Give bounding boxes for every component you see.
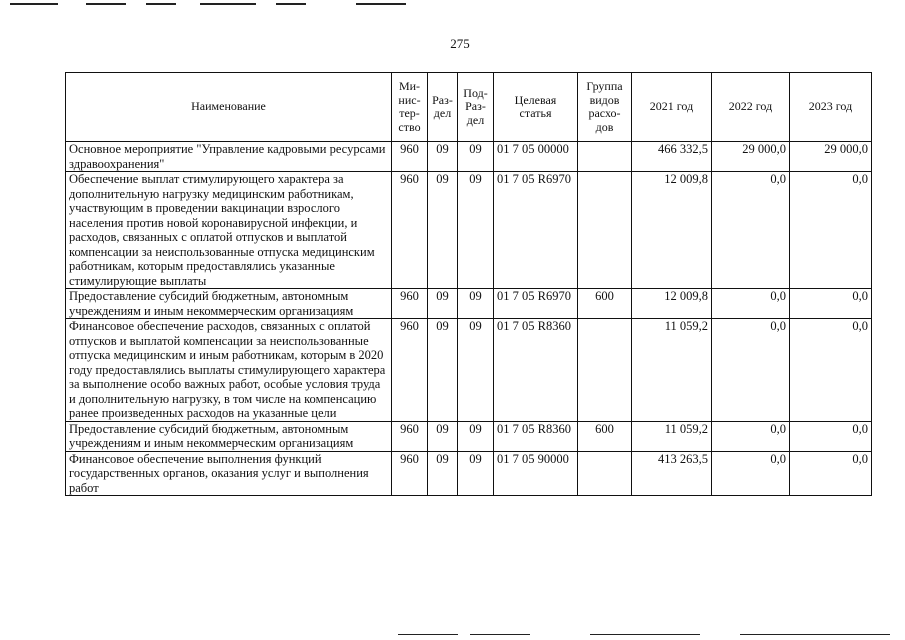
- row-2023: 0,0: [790, 451, 872, 496]
- row-2021: 466 332,5: [632, 142, 712, 172]
- table-row: [66, 142, 872, 172]
- row-2022: 29 000,0: [712, 142, 790, 172]
- row-subsection: 09: [458, 319, 494, 422]
- row-2023: 0,0: [790, 289, 872, 319]
- row-2021: 413 263,5: [632, 451, 712, 496]
- row-name: Финансовое обеспечение расходов, связанных с оплатой отпусков и выплатой компенсации за неиспользованные отпуска медицинским и иным работникам, которым в 2020 году предоставлялись выплаты стимулирующего характера за выполнение особо важных работ, особые условия труда и дополнительную нагрузку, в том числе на компенсацию ранее произведенных расходов на указанные цели: [66, 319, 392, 422]
- header-name: Наименование: [66, 73, 392, 142]
- table-row: [66, 451, 872, 496]
- row-expense-group: [578, 319, 632, 422]
- table-row: [66, 289, 872, 319]
- row-2021: 11 059,2: [632, 319, 712, 422]
- row-2022: 0,0: [712, 451, 790, 496]
- row-section: 09: [428, 319, 458, 422]
- row-name: Основное мероприятие "Управление кадровыми ресурсами здравоохранения": [66, 142, 392, 172]
- table-header-row: [66, 73, 872, 142]
- row-section: 09: [428, 421, 458, 451]
- scan-artifact-line: [146, 3, 176, 5]
- row-2023: 0,0: [790, 319, 872, 422]
- header-2022: 2022 год: [712, 73, 790, 142]
- row-ministry: 960: [392, 289, 428, 319]
- row-target: 01 7 05 R6970: [494, 289, 578, 319]
- budget-table: [65, 72, 872, 496]
- row-2022: 0,0: [712, 289, 790, 319]
- row-target: 01 7 05 R6970: [494, 172, 578, 289]
- row-ministry: 960: [392, 421, 428, 451]
- scan-artifact-line: [86, 3, 126, 5]
- row-ministry: 960: [392, 319, 428, 422]
- scan-artifact-line: [740, 634, 890, 635]
- header-2021: 2021 год: [632, 73, 712, 142]
- row-2022: 0,0: [712, 421, 790, 451]
- row-section: 09: [428, 142, 458, 172]
- table-row: [66, 172, 872, 289]
- scan-artifact-line: [470, 634, 530, 635]
- header-subsection: Под- Раз- дел: [458, 73, 494, 142]
- row-name: Предоставление субсидий бюджетным, автономным учреждениям и иным некоммерческим организациям: [66, 421, 392, 451]
- row-subsection: 09: [458, 172, 494, 289]
- row-2022: 0,0: [712, 319, 790, 422]
- row-2021: 12 009,8: [632, 289, 712, 319]
- scan-artifact-line: [10, 3, 58, 5]
- row-target: 01 7 05 R8360: [494, 319, 578, 422]
- row-2023: 0,0: [790, 172, 872, 289]
- row-subsection: 09: [458, 142, 494, 172]
- row-name: Финансовое обеспечение выполнения функций государственных органов, оказания услуг и выполнения работ: [66, 451, 392, 496]
- header-target: Целевая статья: [494, 73, 578, 142]
- row-section: 09: [428, 451, 458, 496]
- row-2021: 12 009,8: [632, 172, 712, 289]
- header-ministry: Ми- нис- тер- ство: [392, 73, 428, 142]
- header-2023: 2023 год: [790, 73, 872, 142]
- row-ministry: 960: [392, 172, 428, 289]
- row-expense-group: 600: [578, 289, 632, 319]
- table-row: [66, 421, 872, 451]
- row-expense-group: 600: [578, 421, 632, 451]
- scan-artifact-line: [590, 634, 700, 635]
- page-number: 275: [450, 36, 470, 51]
- row-subsection: 09: [458, 289, 494, 319]
- header-section: Раз- дел: [428, 73, 458, 142]
- row-expense-group: [578, 142, 632, 172]
- row-2023: 29 000,0: [790, 142, 872, 172]
- scan-artifact-line: [398, 634, 458, 635]
- row-ministry: 960: [392, 142, 428, 172]
- row-2023: 0,0: [790, 421, 872, 451]
- row-subsection: 09: [458, 421, 494, 451]
- row-subsection: 09: [458, 451, 494, 496]
- scan-artifact-line: [356, 3, 406, 5]
- row-ministry: 960: [392, 451, 428, 496]
- row-name: Обеспечение выплат стимулирующего характера за дополнительную нагрузку медицинским работникам, участвующим в проведении вакцинации взрослого населения против новой коронавирусной инфекции, и расходов, связанных с оплатой отпусков и выплатой компенсации за неиспользованные отпуска медицинским работникам, которым предоставлялись указанные стимулирующие выплаты: [66, 172, 392, 289]
- row-section: 09: [428, 289, 458, 319]
- row-name: Предоставление субсидий бюджетным, автономным учреждениям и иным некоммерческим организациям: [66, 289, 392, 319]
- scan-artifact-line: [200, 3, 256, 5]
- row-expense-group: [578, 172, 632, 289]
- table-row: [66, 319, 872, 422]
- row-target: 01 7 05 00000: [494, 142, 578, 172]
- row-target: 01 7 05 90000: [494, 451, 578, 496]
- scan-artifact-line: [276, 3, 306, 5]
- row-expense-group: [578, 451, 632, 496]
- row-section: 09: [428, 172, 458, 289]
- row-2021: 11 059,2: [632, 421, 712, 451]
- row-target: 01 7 05 R8360: [494, 421, 578, 451]
- header-expense-group: Группа видов расхо- дов: [578, 73, 632, 142]
- row-2022: 0,0: [712, 172, 790, 289]
